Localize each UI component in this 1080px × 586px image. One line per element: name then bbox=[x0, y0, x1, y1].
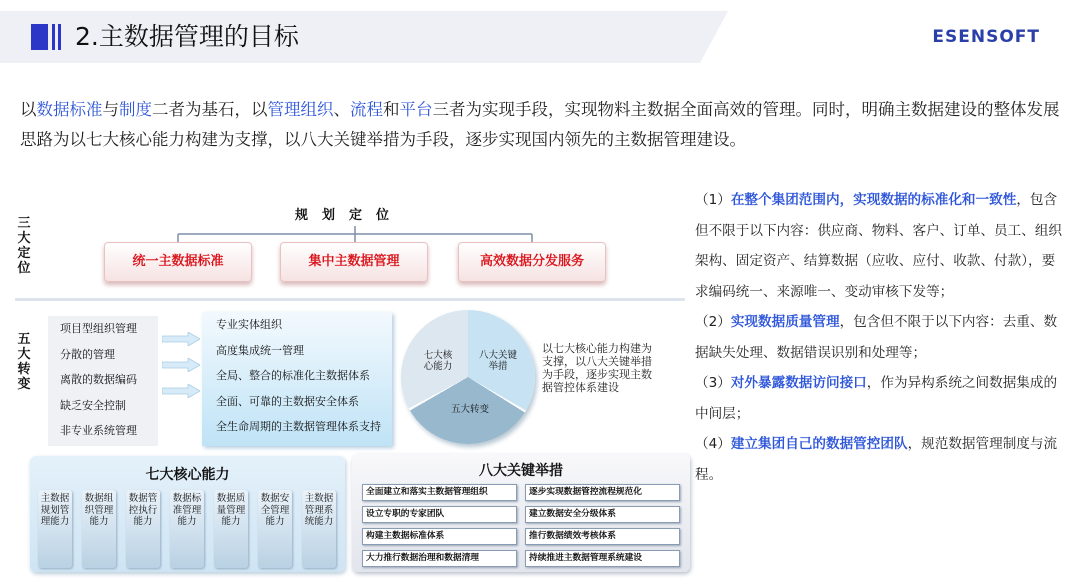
core-capability-panel bbox=[30, 456, 345, 572]
list-item: 高度集成统一管理 bbox=[216, 343, 304, 357]
list-item: 离散的数据编码 bbox=[60, 373, 137, 386]
circle-label-key: 八大关键举措 bbox=[478, 350, 517, 372]
highlight-platform: 平台 bbox=[399, 100, 433, 119]
position-box-unified-standard: 统一主数据标准 bbox=[104, 242, 252, 282]
circle-label-changes: 五大转变 bbox=[450, 404, 489, 415]
key-measures-panel bbox=[352, 454, 690, 572]
highlight-data-standard: 数据标准 bbox=[36, 100, 103, 119]
key-measure-item: 构建主数据标准体系 bbox=[362, 528, 517, 545]
key-measure-item: 推行数据绩效考核体系 bbox=[525, 528, 680, 545]
list-item: 缺乏安全控制 bbox=[60, 398, 126, 412]
key-measure-item: 全面建立和落实主数据管理组织 bbox=[362, 484, 517, 501]
side-label-five-changes: 五大转变 bbox=[17, 332, 31, 392]
goal-item: （4）建立集团自己的数据管控团队，规范数据管理制度与流程。 bbox=[695, 436, 1058, 483]
page-title: 2.主数据管理的目标 bbox=[75, 22, 299, 51]
highlight-system: 制度 bbox=[119, 100, 152, 119]
core-capability-item: 数据组织管理能力 bbox=[82, 490, 116, 568]
circle-label-core: 七大核心能力 bbox=[423, 350, 453, 372]
intro-paragraph: 以数据标准与制度二者为基石，以管理组织、流程和平台三者为实现手段，实现物料主数据全面高效的管理。同时，明确主数据建设的整体发展思路为以七大核心能力构建为支撑，以八大关键举措为手段，逐步实现国内领先的主数据管理建设。 bbox=[20, 100, 1060, 149]
goal-item: （2）实现数据质量管理，包含但不限于以下内容：去重、数据缺失处理、数据错误识别和处理等； bbox=[695, 314, 1058, 361]
brand-logo: ESENSOFT bbox=[932, 27, 1040, 47]
goals-list bbox=[695, 185, 1067, 490]
plan-label: 规划定位 bbox=[295, 208, 404, 223]
goal-highlight: 建立集团自己的数据管控团队 bbox=[730, 436, 908, 452]
key-measure-item: 设立专职的专家团队 bbox=[362, 506, 517, 523]
section-divider bbox=[15, 298, 685, 301]
list-item: 全局、整合的标准化主数据体系 bbox=[216, 369, 370, 382]
key-measure-item: 大力推行数据治理和数据清理 bbox=[362, 550, 517, 567]
core-capability-item: 数据标准管理能力 bbox=[170, 490, 204, 568]
core-capability-item: 数据质量管理能力 bbox=[214, 490, 248, 568]
list-item: 项目型组织管理 bbox=[60, 322, 137, 335]
highlight-organization: 管理组织 bbox=[267, 100, 334, 119]
list-item: 分散的管理 bbox=[60, 347, 115, 361]
arrow-right-icon bbox=[162, 332, 200, 346]
goal-highlight: 在整个集团范围内，实现数据的标准化和一致性 bbox=[730, 192, 1017, 208]
core-capability-title: 七大核心能力 bbox=[145, 467, 230, 483]
key-measure-item: 持续推进主数据管理系统建设 bbox=[525, 550, 680, 567]
to-state-list bbox=[202, 312, 392, 446]
key-measure-item: 逐步实现数据管控流程规范化 bbox=[525, 484, 680, 501]
goal-highlight: 实现数据质量管理 bbox=[730, 314, 840, 330]
position-box-centralized-management: 集中主数据管理 bbox=[280, 242, 428, 282]
key-measure-item: 建立数据安全分级体系 bbox=[525, 506, 680, 523]
title-marker-block bbox=[31, 24, 48, 50]
core-capability-item: 数据安全管理能力 bbox=[258, 490, 292, 568]
strategy-diagram bbox=[10, 190, 695, 580]
list-item: 全生命周期的主数据管理体系支持 bbox=[216, 420, 381, 433]
title-marker-bar bbox=[52, 24, 55, 50]
goal-item: （1）在整个集团范围内，实现数据的标准化和一致性，包含但不限于以下内容：供应商、物料、客户、订单、员工、组织架构、固定资产、结算数据（应收、应付、收款、付款），要求编码统一、来源唯一、变动审核下发等； bbox=[695, 192, 1063, 300]
core-capability-item: 主数据管理系统能力 bbox=[302, 490, 336, 568]
list-item: 专业实体组织 bbox=[216, 318, 282, 331]
goal-item: （3）对外暴露数据访问接口，作为异构系统之间数据集成的中间层； bbox=[695, 375, 1058, 422]
from-state-list bbox=[48, 316, 158, 446]
capability-circle bbox=[401, 310, 535, 444]
arrow-right-icon bbox=[162, 384, 200, 398]
list-item: 全面、可靠的主数据安全体系 bbox=[216, 394, 359, 408]
arrow-right-icon bbox=[162, 358, 200, 372]
title-marker-bar bbox=[58, 24, 61, 50]
position-box-distribution-service: 高效数据分发服务 bbox=[458, 242, 606, 282]
core-capability-item: 主数据规划管理能力 bbox=[38, 490, 72, 568]
side-label-three-positions: 三大定位 bbox=[17, 216, 31, 276]
goal-highlight: 对外暴露数据访问接口 bbox=[730, 375, 867, 391]
key-measures-title: 八大关键举措 bbox=[479, 463, 563, 479]
core-capability-item: 数据管控执行能力 bbox=[126, 490, 160, 568]
circle-description: 以七大核心能力构建为支撑，以八大关键举措为手段，逐步实现主数据管控体系建设 bbox=[542, 342, 652, 394]
highlight-process: 流程 bbox=[350, 100, 383, 119]
list-item: 非专业系统管理 bbox=[60, 424, 137, 437]
